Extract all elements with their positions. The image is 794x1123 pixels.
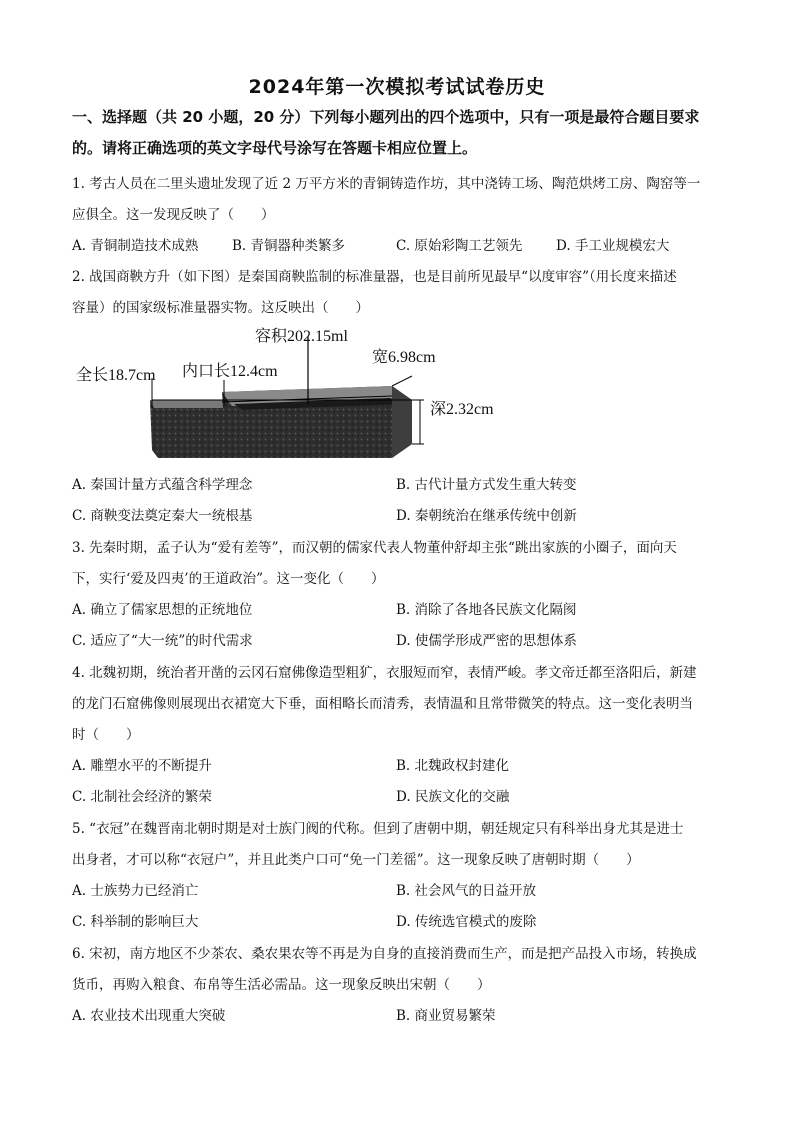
section-line-1: 一、选择题（共 20 小题，20 分）下列每小题列出的四个选项中，只有一项是最符合题目要求 — [72, 108, 700, 126]
question-2-line-1: 2. 战国商鞅方升（如下图）是秦国商鞅监制的标准量器，也是目前所见最早“以度审容”（用长度来描述 — [72, 269, 677, 285]
question-3-option-d[interactable]: D. 使儒学形成严密的思想体系 — [396, 633, 577, 649]
question-4-line-2: 的龙门石窟佛像则展现出衣裙宽大下垂，面相略长而清秀，表情温和且常带微笑的特点。这一变化表明当 — [72, 696, 693, 712]
question-2-option-a[interactable]: A. 秦国计量方式蕴含科学理念 — [72, 477, 253, 493]
page-title: 2024年第一次模拟考试试卷历史 — [248, 76, 546, 98]
question-6-line-2: 货币，再购入粮食、布帛等生活必需品。这一现象反映出宋朝（ ） — [72, 977, 491, 993]
section-line-2: 的。请将正确选项的英文字母代号涂写在答题卡相应位置上。 — [72, 139, 478, 157]
question-3-line-2: 下，实行‘爱及四夷’的王道政治”。这一变化（ ） — [72, 571, 385, 587]
question-1-option-d[interactable]: D. 手工业规模宏大 — [556, 238, 670, 254]
question-6-option-b[interactable]: B. 商业贸易繁荣 — [396, 1008, 496, 1024]
label-depth: 深2.32cm — [430, 401, 494, 418]
question-5-option-a[interactable]: A. 士族势力已经消亡 — [72, 883, 199, 899]
question-6-option-a[interactable]: A. 农业技术出现重大突破 — [72, 1008, 226, 1024]
question-4-option-d[interactable]: D. 民族文化的交融 — [396, 789, 510, 805]
question-1-option-a[interactable]: A. 青铜制造技术成熟 — [72, 238, 199, 254]
question-2-option-c[interactable]: C. 商鞅变法奠定秦大一统根基 — [72, 508, 253, 524]
shang-yang-measure-figure — [72, 318, 494, 466]
label-width: 宽6.98cm — [372, 349, 436, 366]
question-5-option-b[interactable]: B. 社会风气的日益开放 — [396, 883, 537, 899]
label-total-length: 全长18.7cm — [76, 367, 156, 384]
question-5-line-1: 5. “衣冠”在魏晋南北朝时期是对士族门阀的代称。但到了唐朝中期，朝廷规定只有科举出身尤其是进士 — [72, 821, 684, 837]
question-2-line-2: 容量）的国家级标准量器实物。这反映出（ ） — [72, 300, 369, 316]
question-5-option-d[interactable]: D. 传统选官模式的废除 — [396, 914, 537, 930]
question-3-option-a[interactable]: A. 确立了儒家思想的正统地位 — [72, 602, 253, 618]
question-3-line-1: 3. 先秦时期，孟子认为“爱有差等”，而汉朝的儒家代表人物董仲舒却主张“跳出家族的小圈子，面向天 — [72, 540, 677, 556]
question-3-option-c[interactable]: C. 适应了“大一统”的时代需求 — [72, 633, 253, 649]
question-1-option-c[interactable]: C. 原始彩陶工艺领先 — [396, 238, 523, 254]
question-2-option-d[interactable]: D. 秦朝统治在继承传统中创新 — [396, 508, 577, 524]
question-4-option-c[interactable]: C. 北制社会经济的繁荣 — [72, 789, 212, 805]
question-1-line-2: 应俱全。这一发现反映了（ ） — [72, 207, 275, 223]
question-3-option-b[interactable]: B. 消除了各地各民族文化隔阂 — [396, 602, 577, 618]
section-instructions — [72, 102, 732, 164]
question-4-option-b[interactable]: B. 北魏政权封建化 — [396, 758, 510, 774]
question-1-line-1: 1. 考古人员在二里头遗址发现了近 2 万平方米的青铜铸造作坊，其中浇铸工场、陶范烘烤工房、陶窑等一 — [72, 176, 701, 192]
question-4-line-1: 4. 北魏初期，统治者开凿的云冈石窟佛像造型粗犷，衣服短而窄，表情严峻。孝文帝迁都至洛阳后，新建 — [72, 665, 697, 681]
question-5-line-2: 出身者，才可以称“衣冠户”，并且此类户口可“免一门差徭”。这一现象反映了唐朝时期（ ） — [72, 852, 640, 868]
label-inner-length: 内口长12.4cm — [182, 363, 278, 380]
question-5-option-c[interactable]: C. 科举制的影响巨大 — [72, 914, 199, 930]
question-4-line-3: 时（ ） — [72, 727, 140, 743]
question-1-option-b[interactable]: B. 青铜器种类繁多 — [232, 238, 346, 254]
question-6-line-1: 6. 宋初，南方地区不少茶农、桑农果农等不再是为自身的直接消费而生产，而是把产品投入市场，转换成 — [72, 946, 697, 962]
label-volume: 容积202.15ml — [255, 328, 348, 345]
question-2-option-b[interactable]: B. 古代计量方式发生重大转变 — [396, 477, 577, 493]
question-4-option-a[interactable]: A. 雕塑水平的不断提升 — [72, 758, 212, 774]
